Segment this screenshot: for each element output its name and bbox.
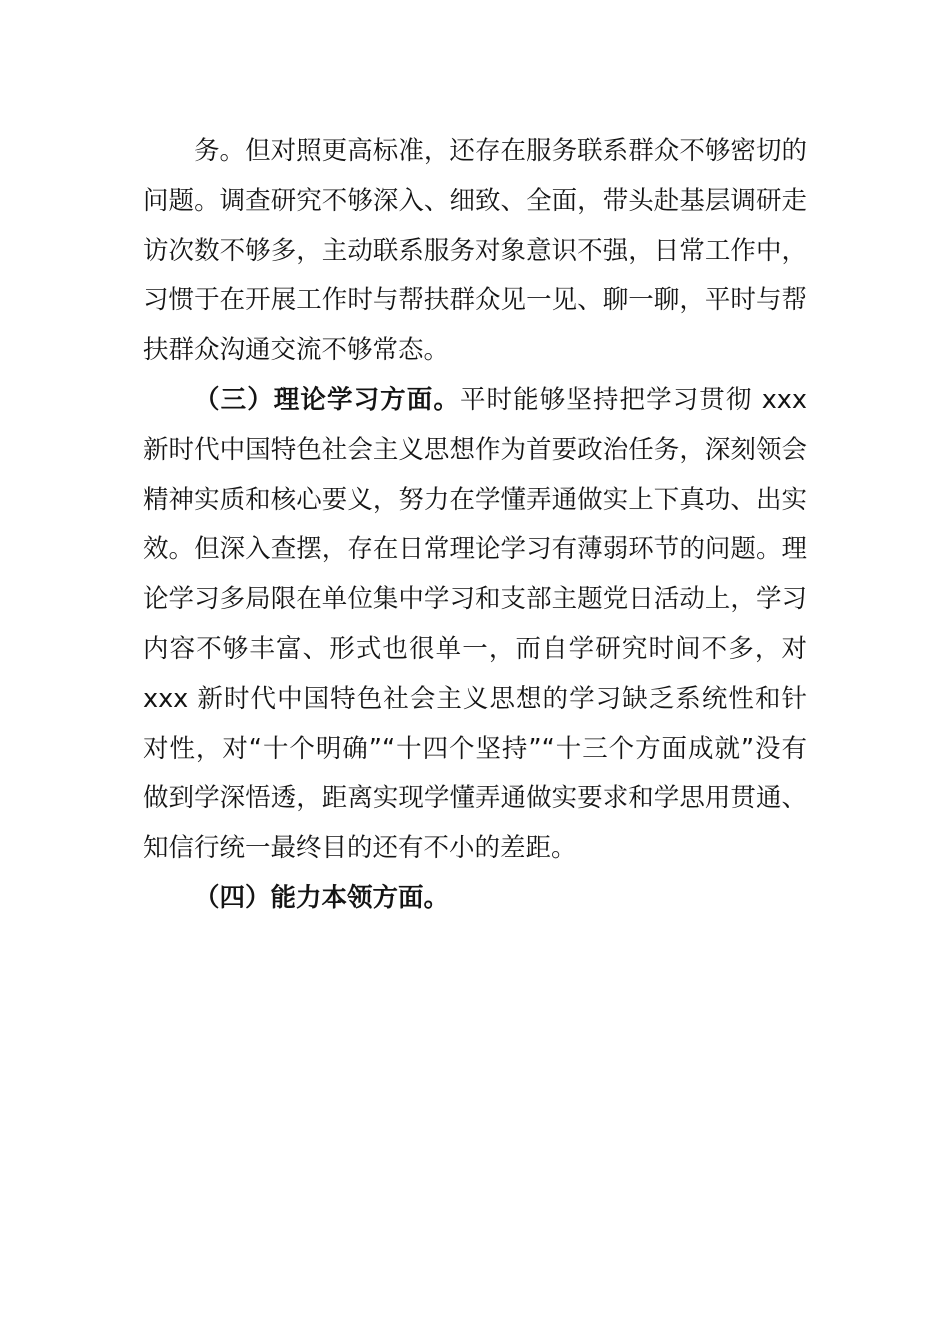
paragraph-theory-study xyxy=(143,376,807,874)
paragraph-text: 务。但对照更高标准，还存在服务联系群众不够密切的问题。调查研究不够深入、细致、全面，带头赴基层调研走访次数不够多，主动联系服务对象意识不强，日常工作中，习惯于在开展工作时与帮扶群众见一见、聊一聊，平时与帮扶群众沟通交流不够常态。 xyxy=(143,136,807,366)
document-body xyxy=(143,127,807,924)
section-heading-ability: （四）能力本领方面。 xyxy=(194,882,450,913)
paragraph-ability xyxy=(143,874,807,924)
paragraph-text: 平时能够坚持把学习贯彻 xxx 新时代中国特色社会主义思想作为首要政治任务，深刻领会精神实质和核心要义，努力在学懂弄通做实上下真功、出实效。但深入查摆，存在日常理论学习有薄弱环节的问题。理论学习多局限在单位集中学习和支部主题党日活动上，学习内容不够丰富、形式也很单一，而自学研究时间不多，对 xxx 新时代中国特色社会主义思想的学习缺乏系统性和针对性，对“十个明确”“十四个坚持”“十三个方面成就”没有做到学深悟透，距离实现学懂弄通做实要求和学思用贯通、知信行统一最终目的还有不小的差距。 xyxy=(143,384,807,864)
paragraph-service-contact xyxy=(143,127,807,376)
section-heading-theory-study: （三）理论学习方面。 xyxy=(194,384,460,415)
